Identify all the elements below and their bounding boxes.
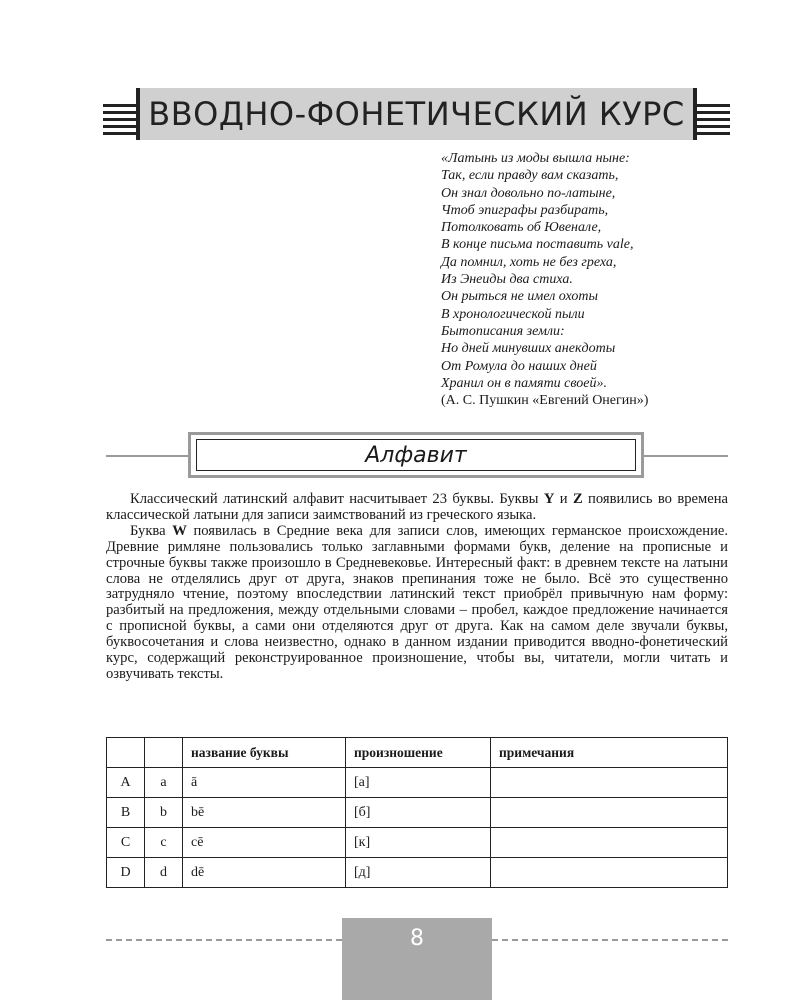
footer-dash-left bbox=[106, 939, 342, 941]
page-number-box bbox=[342, 918, 492, 1000]
letter-w: W bbox=[172, 522, 187, 539]
epigraph-line: Бытописания земли: bbox=[441, 323, 565, 339]
text-run: появились во времена классической латыни для записи заимствований из греческого языка. bbox=[106, 491, 729, 523]
epigraph-line: Но дней минувших анекдоты bbox=[441, 341, 616, 357]
header-right-stripes bbox=[697, 104, 730, 139]
epigraph bbox=[441, 150, 761, 409]
table-row bbox=[107, 798, 728, 828]
cell-name: ā bbox=[183, 768, 346, 798]
paragraph bbox=[106, 492, 728, 524]
cell-lower: d bbox=[145, 858, 183, 888]
text-run: Буква bbox=[130, 522, 173, 539]
cell-pron: [а] bbox=[346, 768, 491, 798]
cell-note bbox=[491, 768, 728, 798]
epigraph-attribution: (А. С. Пушкин «Евгений Онегин») bbox=[441, 393, 649, 409]
epigraph-line: Чтоб эпиграфы разбирать, bbox=[441, 202, 609, 218]
header-left-stripes bbox=[103, 104, 136, 139]
cell-note bbox=[491, 828, 728, 858]
cell-pron: [к] bbox=[346, 828, 491, 858]
alphabet-table bbox=[106, 737, 728, 888]
cell-lower: c bbox=[145, 828, 183, 858]
header-cell-pronunciation: произношение bbox=[346, 738, 491, 768]
page-number: 8 bbox=[410, 926, 424, 951]
header-cell bbox=[107, 738, 145, 768]
letter-y: Y bbox=[543, 491, 555, 507]
cell-upper: C bbox=[107, 828, 145, 858]
epigraph-line: Так, если правду вам сказать, bbox=[441, 168, 619, 184]
epigraph-line: Хранил он в памяти своей». bbox=[441, 375, 607, 391]
footer-dash-right bbox=[492, 939, 728, 941]
epigraph-line: Он знал довольно по-латыне, bbox=[441, 185, 616, 201]
cell-upper: A bbox=[107, 768, 145, 798]
cell-note bbox=[491, 798, 728, 828]
letter-z: Z bbox=[572, 491, 583, 507]
cell-pron: [б] bbox=[346, 798, 491, 828]
section-rule-right bbox=[642, 455, 728, 457]
epigraph-line: Потолковать об Ювенале, bbox=[441, 220, 602, 236]
header-cell-name: название буквы bbox=[183, 738, 346, 768]
epigraph-line: Из Энеиды два стиха. bbox=[441, 272, 573, 288]
cell-note bbox=[491, 858, 728, 888]
epigraph-line: «Латынь из моды вышла ныне: bbox=[441, 151, 630, 166]
header-cell bbox=[145, 738, 183, 768]
epigraph-line: От Ромула до наших дней bbox=[441, 358, 597, 374]
section-rule-left bbox=[106, 455, 190, 457]
cell-name: dē bbox=[183, 858, 346, 888]
cell-lower: a bbox=[145, 768, 183, 798]
epigraph-line: Да помнил, хоть не без греха, bbox=[441, 254, 617, 270]
header-cell-notes: примечания bbox=[491, 738, 728, 768]
cell-name: cē bbox=[183, 828, 346, 858]
table-row bbox=[107, 768, 728, 798]
table-row bbox=[107, 858, 728, 888]
paragraph bbox=[106, 524, 728, 683]
section-title: Алфавит bbox=[365, 442, 467, 468]
text-run: и bbox=[554, 491, 573, 507]
text-run: появилась в Средние века для записи слов, имеющих германское происхождение. Древние римляне пользовались только заглавными формами букв, деление на прописные и строчные буквы также произошло в Средневековье. Интересный факт: в древнем тексте на латыни слова не отделялись друг от друга, знаков препинания тоже не было. Всё это существенно затрудняло чтение, поэтому впоследствии латинский текст приобрёл привычную нам форму: разбитый на предложения, между отдельными словами – пробел, каждое предложение начинается с прописной буквы, а сами они отделяются друг от друга. Как на самом деле звучали буквы, буквосочетания и слова неизвестно, однако в данном издании приводится вводно-фонетический курс, содержащий реконструированное произношение, чтобы вы, читатели, могли читать и озвучивать тексты. bbox=[106, 522, 728, 682]
cell-lower: b bbox=[145, 798, 183, 828]
chapter-header bbox=[136, 88, 697, 140]
epigraph-line: В конце письма поставить vale, bbox=[441, 237, 634, 253]
cell-upper: D bbox=[107, 858, 145, 888]
text-run: Классический латинский алфавит насчитывает 23 буквы. Буквы bbox=[130, 491, 544, 507]
table-row bbox=[107, 828, 728, 858]
chapter-title: ВВОДНО-ФОНЕТИЧЕСКИЙ КУРС bbox=[148, 95, 685, 133]
body-text bbox=[106, 492, 728, 683]
table-header-row bbox=[107, 738, 728, 768]
cell-pron: [д] bbox=[346, 858, 491, 888]
epigraph-line: Он рыться не имел охоты bbox=[441, 289, 598, 305]
epigraph-line: В хронологической пыли bbox=[441, 306, 585, 322]
cell-upper: B bbox=[107, 798, 145, 828]
section-header bbox=[188, 432, 644, 478]
cell-name: bē bbox=[183, 798, 346, 828]
